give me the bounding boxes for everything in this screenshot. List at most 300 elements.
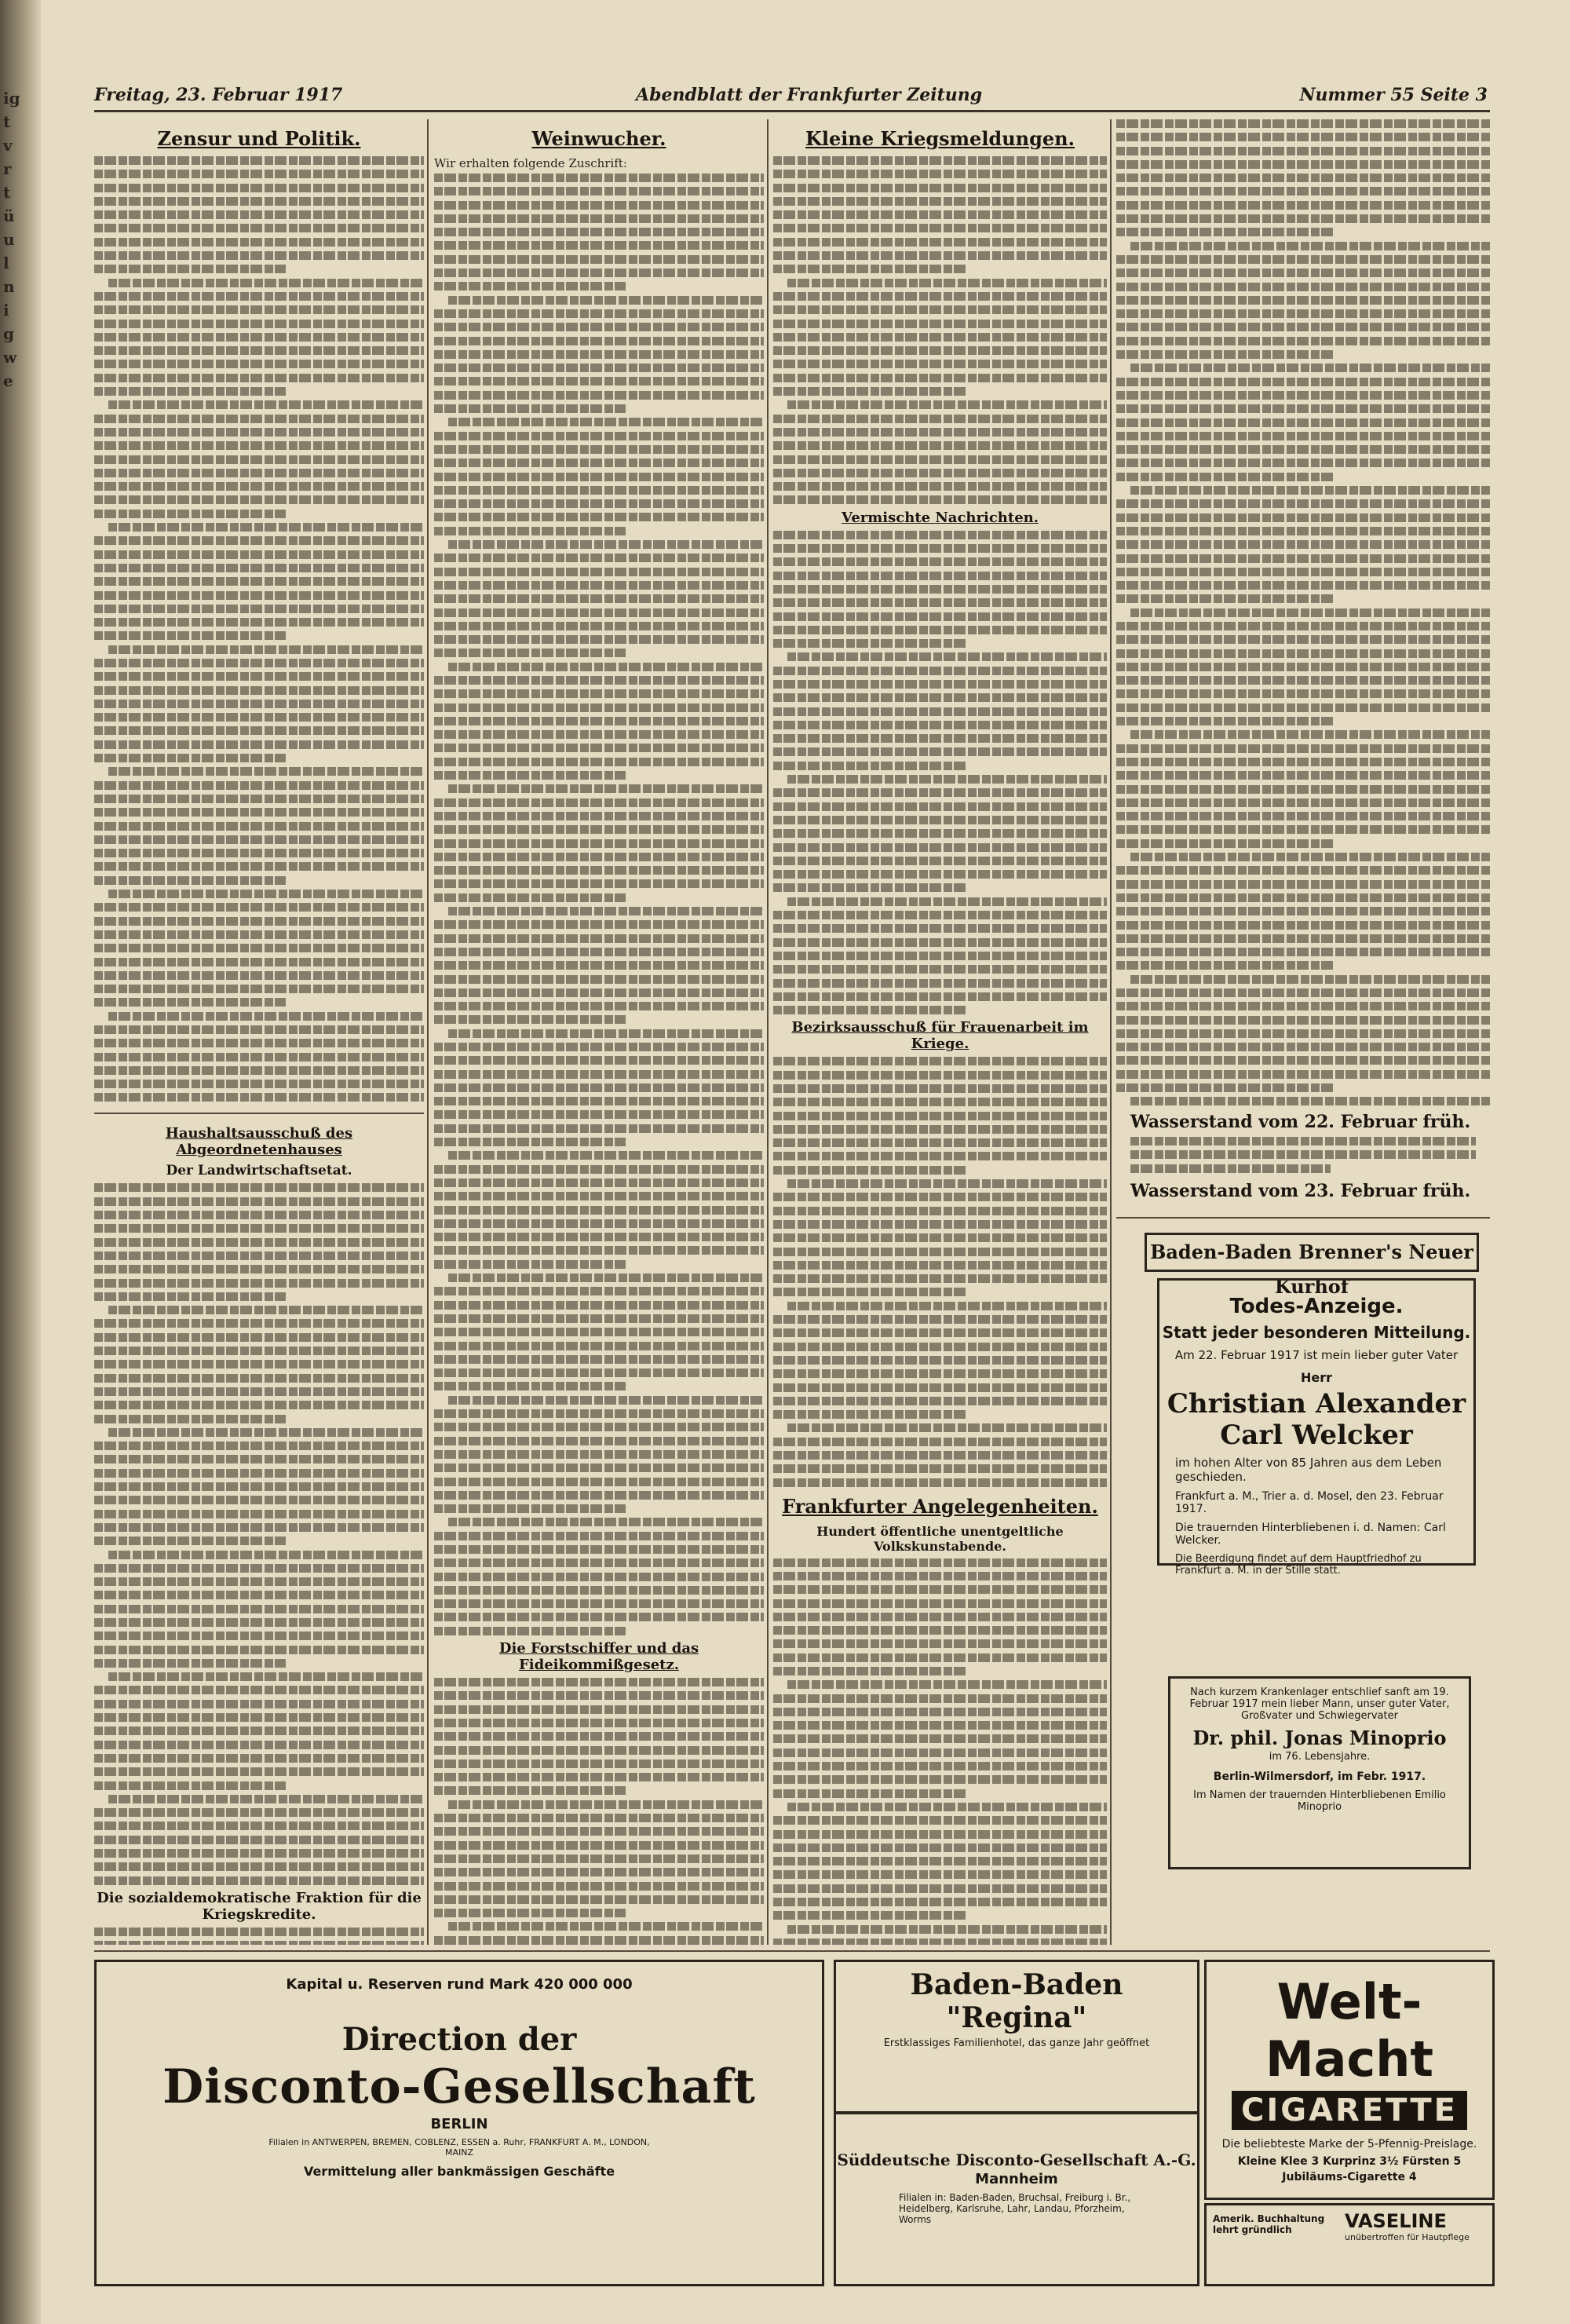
text-line [94, 1039, 424, 1047]
text-line [773, 693, 1107, 702]
text-line [1130, 975, 1490, 984]
text-line [94, 1455, 424, 1463]
text-line [773, 1397, 1107, 1405]
text-line [1116, 825, 1490, 834]
text-line [434, 1342, 764, 1350]
text-line [1116, 201, 1490, 210]
text-line [1116, 432, 1490, 440]
text-line [94, 1053, 424, 1062]
text-line [434, 1463, 764, 1472]
text-line [773, 1288, 967, 1296]
text-line [773, 469, 1107, 477]
text-line [773, 1233, 1107, 1242]
text-line [1116, 283, 1490, 291]
text-line [434, 1287, 764, 1295]
text-line [434, 554, 764, 562]
text-line [434, 255, 764, 264]
text-line [434, 1532, 764, 1540]
column-3 [773, 119, 1107, 1945]
text-line [773, 857, 1107, 865]
text-line [434, 201, 764, 210]
column-2 [434, 119, 764, 1945]
text-line [434, 934, 764, 943]
text-line [773, 1410, 967, 1419]
text-line [434, 1868, 764, 1876]
text-line [773, 816, 1107, 824]
article-body [94, 1928, 424, 1945]
text-line [1116, 1043, 1490, 1051]
text-line [773, 585, 1107, 594]
text-line [1116, 445, 1490, 454]
text-line [434, 1192, 764, 1200]
text-line [94, 1727, 424, 1735]
text-line [434, 703, 764, 712]
text-line [434, 282, 626, 290]
text-line [773, 612, 1107, 621]
text-line [448, 663, 764, 671]
text-line [94, 1591, 424, 1599]
text-line [773, 1152, 1107, 1160]
text-line [434, 1382, 626, 1390]
text-line [94, 184, 424, 192]
text-line [773, 305, 1107, 314]
text-line [773, 210, 1107, 219]
text-line [434, 1627, 626, 1635]
text-line [773, 870, 1107, 879]
text-line [434, 1097, 764, 1105]
text-line [434, 1260, 626, 1269]
text-line [94, 1224, 424, 1233]
text-line [434, 825, 764, 834]
text-line [94, 1238, 424, 1247]
text-line [773, 1057, 1107, 1065]
masthead-rule [94, 110, 1490, 112]
text-line [94, 686, 424, 695]
article-body [773, 156, 1107, 504]
text-line [773, 1585, 1107, 1594]
water-level-heading: Wasserstand vom 22. Februar früh. [1130, 1112, 1471, 1132]
text-line [94, 1252, 424, 1260]
text-line [94, 726, 424, 735]
text-line [94, 1836, 424, 1844]
article-body [1116, 119, 1490, 1109]
text-line [1116, 907, 1490, 915]
disconto-city: BERLIN [430, 2116, 488, 2132]
text-line [434, 364, 764, 372]
text-line [434, 744, 764, 752]
text-line [94, 1415, 286, 1423]
text-line [434, 988, 764, 997]
column-4 [1116, 119, 1490, 1109]
death-notice-place: Frankfurt a. M., Trier a. d. Mosel, den 23. Februar 1917. [1175, 1490, 1444, 1515]
text-line [448, 1518, 764, 1526]
text-line [1116, 594, 1333, 603]
text-line [94, 781, 424, 790]
text-line [1116, 133, 1490, 141]
gutter-text: ig t v r t ü u l n i g w e [3, 89, 20, 390]
text-line [773, 428, 1107, 437]
text-line [94, 1183, 424, 1192]
text-line [773, 667, 1107, 675]
text-line [1116, 404, 1490, 413]
text-line [1116, 554, 1490, 563]
text-line [773, 1748, 1107, 1757]
text-line [434, 1705, 764, 1714]
text-line [94, 631, 286, 640]
text-line [773, 1870, 1107, 1879]
text-line [773, 238, 1107, 247]
text-line [434, 1015, 626, 1024]
text-line [773, 1613, 1107, 1621]
text-line [434, 812, 764, 820]
text-line [1116, 269, 1490, 277]
text-line [1116, 961, 1333, 970]
article-body [434, 1678, 764, 1945]
text-line [1116, 866, 1490, 875]
text-line [773, 1343, 1107, 1351]
text-line [1130, 730, 1490, 739]
text-line [434, 1138, 626, 1146]
text-line [434, 1504, 626, 1513]
text-line [94, 1822, 424, 1830]
text-line [94, 795, 424, 803]
text-line [773, 455, 1107, 464]
text-line [1116, 744, 1490, 753]
text-line [94, 985, 424, 993]
text-line [773, 1639, 1107, 1648]
text-line [94, 605, 424, 613]
text-line [108, 1306, 424, 1314]
text-line [434, 1246, 764, 1255]
text-line [1116, 880, 1490, 889]
article-heading: Kleine Kriegsmeldungen. [805, 127, 1075, 150]
text-line [773, 1572, 1107, 1580]
text-line [773, 1830, 1107, 1839]
text-line [94, 1401, 424, 1409]
article-body [773, 1057, 1107, 1486]
text-line [787, 1680, 1107, 1689]
text-line [773, 360, 1107, 368]
text-line [94, 360, 424, 368]
text-line [1130, 853, 1490, 861]
text-line [94, 754, 286, 762]
text-line [773, 1884, 1107, 1893]
text-line [94, 1265, 424, 1273]
text-line [434, 717, 764, 725]
text-line [108, 1795, 424, 1803]
text-line [94, 415, 424, 423]
text-line [94, 428, 424, 437]
text-line [773, 979, 1107, 988]
text-line [773, 1274, 1107, 1283]
text-line [434, 337, 764, 345]
text-line [434, 174, 764, 182]
text-line [94, 1618, 424, 1627]
text-line [773, 1125, 1107, 1134]
text-line [434, 676, 764, 685]
text-line [94, 917, 424, 926]
text-line [1116, 758, 1490, 766]
text-line [787, 897, 1107, 906]
article-body [94, 1183, 424, 1884]
welt-title: Welt-Macht [1265, 1973, 1434, 2088]
sdd-title: Süddeutsche Disconto-Gesellschaft A.-G. [837, 2150, 1196, 2169]
text-line [773, 1762, 1107, 1770]
text-line [434, 391, 764, 400]
death-notice-welcker [1157, 1278, 1476, 1577]
text-line [94, 713, 424, 722]
text-line [94, 333, 424, 342]
text-line [787, 1803, 1107, 1811]
text-line [1116, 1083, 1333, 1092]
text-line [434, 228, 764, 236]
text-line [773, 829, 1107, 838]
text-line [773, 788, 1107, 797]
disconto-service: Vermittelung aller bankmässigen Geschäfte [303, 2164, 615, 2179]
text-line [434, 1178, 764, 1187]
text-line [434, 241, 764, 250]
text-line [94, 1374, 424, 1383]
text-line [1116, 214, 1490, 223]
text-line [773, 747, 1107, 756]
text-line [94, 1093, 424, 1102]
text-line [1116, 798, 1490, 807]
text-line [94, 550, 424, 559]
text-line [1116, 147, 1490, 155]
text-line [1116, 921, 1490, 930]
text-line [1116, 119, 1490, 128]
text-line [773, 1138, 1107, 1147]
minoprio-intro: Nach kurzem Krankenlager entschlief sanft am 19. Februar 1917 mein lieber Mann, unser guter Vater, Großvater und Schwiegervater [1189, 1686, 1450, 1722]
text-line [94, 251, 424, 260]
text-line [773, 197, 1107, 206]
text-line [1116, 378, 1490, 386]
text-line [434, 1328, 764, 1336]
text-line [94, 822, 424, 831]
text-line [434, 1678, 764, 1686]
vaseline-block [1345, 2210, 1486, 2242]
text-line [773, 1653, 1107, 1662]
death-notice-signature: Die trauernden Hinterbliebenen i. d. Namen: Carl Welcker. [1175, 1522, 1446, 1547]
text-line [773, 992, 1107, 1001]
article-body [773, 531, 1107, 1014]
text-line [94, 1496, 424, 1504]
text-line [94, 930, 424, 939]
text-line [434, 1056, 764, 1065]
text-line [94, 1632, 424, 1640]
text-line [773, 441, 1107, 450]
minoprio-signature: Im Namen der trauernden Hinterbliebenen Emilio Minoprio [1193, 1789, 1446, 1813]
text-line [448, 1800, 764, 1809]
masthead-page-number: Nummer 55 Seite 3 [1299, 85, 1488, 105]
masthead-date: Freitag, 23. Februar 1917 [94, 85, 343, 105]
article-heading: Die Forstschiffer und das Fideikommißgesetz. [498, 1640, 699, 1674]
text-line [1130, 486, 1490, 495]
text-line [434, 866, 764, 875]
text-line [434, 499, 764, 508]
text-line [434, 1301, 764, 1310]
text-line [773, 1248, 1107, 1256]
text-line [1116, 622, 1490, 630]
article-subheading: Der Landwirtschaftsetat. [166, 1163, 352, 1179]
text-line [773, 1816, 1107, 1825]
text-line [434, 1423, 764, 1431]
text-line [773, 843, 1107, 852]
text-line [434, 581, 764, 590]
article-body [94, 156, 424, 1102]
text-line [434, 513, 764, 521]
text-line [434, 1110, 764, 1119]
text-line [1116, 174, 1490, 182]
text-line [94, 1646, 424, 1654]
text-line [94, 1577, 424, 1586]
death-notice-age: im hohen Alter von 85 Jahren aus dem Leben geschieden. [1175, 1456, 1442, 1484]
text-line [773, 1667, 967, 1675]
text-line [1116, 337, 1490, 345]
text-line [434, 1854, 764, 1863]
text-line [94, 1564, 424, 1573]
text-line [94, 700, 424, 708]
text-line [787, 1179, 1107, 1188]
text-line [773, 883, 967, 892]
column-divider [1110, 119, 1112, 1945]
text-line [773, 626, 1107, 634]
text-line [434, 1206, 764, 1215]
text-line [1116, 839, 1333, 848]
text-line [1116, 459, 1490, 467]
text-line [1130, 1097, 1490, 1105]
text-line [94, 292, 424, 301]
text-line [434, 635, 764, 644]
minoprio-age: im 76. Lebensjahre. [1269, 1751, 1371, 1763]
text-line [94, 346, 424, 355]
text-line [108, 279, 424, 287]
text-line [434, 1124, 764, 1133]
text-line [1116, 676, 1490, 685]
text-line [1116, 187, 1490, 195]
text-line [434, 1732, 764, 1741]
text-line [434, 920, 764, 929]
article-heading: Die sozialdemokratische Fraktion für die Kriegskredite. [97, 1889, 422, 1923]
text-line [94, 170, 424, 178]
text-line [1116, 1029, 1490, 1038]
text-line [94, 1197, 424, 1206]
text-line [434, 1573, 764, 1581]
text-line [94, 1025, 424, 1034]
text-line [94, 1333, 424, 1342]
text-line [1116, 228, 1333, 236]
text-line [434, 622, 764, 630]
text-line [787, 775, 1107, 784]
text-line [94, 495, 424, 504]
text-line [108, 400, 424, 409]
text-line [434, 1219, 764, 1228]
text-line [773, 1383, 1107, 1392]
text-line [94, 197, 424, 206]
text-line [773, 721, 1107, 729]
water-level-heading: Wasserstand vom 23. Februar früh. [1130, 1181, 1471, 1201]
text-line [773, 911, 1107, 919]
column-1 [94, 119, 424, 1945]
text-line [434, 187, 764, 195]
text-line [94, 1659, 286, 1668]
column-divider [767, 119, 769, 1945]
article-heading: Frankfurter Angelegenheiten. [782, 1494, 1098, 1518]
text-line [1130, 608, 1490, 617]
welt-text: Die beliebteste Marke der 5-Pfennig-Preislage. [1221, 2138, 1477, 2150]
welt-sub: CIGARETTE [1232, 2091, 1467, 2130]
text-line [94, 1686, 424, 1694]
text-line [773, 1775, 1107, 1784]
text-line [94, 1292, 286, 1301]
text-line [773, 1166, 967, 1175]
text-line [1116, 988, 1490, 997]
ad-section-rule [94, 1950, 1490, 1952]
text-line [94, 835, 424, 844]
text-line [773, 495, 1107, 504]
text-line [773, 572, 1107, 580]
section-rule [1116, 1217, 1490, 1219]
text-line [1116, 689, 1490, 698]
text-line [434, 527, 626, 535]
text-line [773, 762, 967, 770]
text-line [773, 707, 1107, 716]
text-line [434, 1002, 764, 1010]
text-line [94, 591, 424, 600]
text-line [434, 1478, 764, 1486]
text-line [94, 1767, 424, 1776]
text-line [434, 1409, 764, 1418]
text-line [94, 1862, 424, 1871]
text-line [434, 1773, 764, 1781]
text-line [94, 469, 424, 477]
text-line [434, 309, 764, 318]
text-line [94, 510, 286, 518]
text-line [773, 387, 967, 396]
article-subheading: Hundert öffentliche unentgeltliche Volkskunstabende. [816, 1523, 1064, 1554]
text-line [434, 1882, 764, 1891]
text-line [434, 1786, 626, 1795]
text-line [108, 767, 424, 776]
text-line [773, 965, 1107, 974]
text-line [434, 1165, 764, 1174]
text-line [434, 323, 764, 331]
text-line [108, 1012, 424, 1021]
death-notice-title: Todes-Anzeige. [1229, 1295, 1404, 1318]
text-line [448, 784, 764, 793]
text-line [94, 1605, 424, 1613]
text-line [434, 1936, 764, 1945]
text-line [773, 1721, 1107, 1730]
text-line [94, 1080, 424, 1088]
text-line [94, 564, 424, 572]
ad-brenner-kurhof: Baden-Baden Brenner's Neuer Kurhof [1145, 1233, 1479, 1272]
text-line [94, 238, 424, 247]
text-line [434, 689, 764, 698]
disconto-capital: Kapital u. Reserven rund Mark 420 000 000 [286, 1976, 633, 1993]
masthead [94, 85, 1488, 111]
text-line [108, 523, 424, 532]
text-line [94, 1808, 424, 1817]
text-line [773, 544, 1107, 553]
text-line [94, 862, 424, 871]
text-line [773, 184, 1107, 192]
text-line [773, 952, 1107, 960]
text-line [787, 1925, 1107, 1934]
text-line [773, 680, 1107, 689]
text-line [434, 1895, 764, 1904]
text-line [1116, 540, 1490, 549]
